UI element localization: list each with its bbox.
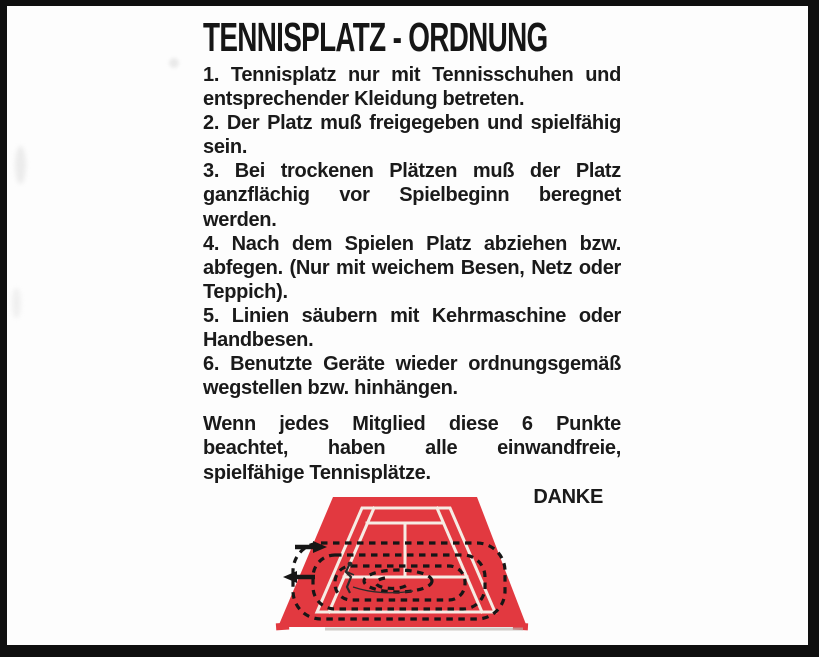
rule-line: entsprechender Kleidung betreten. — [203, 88, 525, 111]
rule-line: werden. — [203, 208, 277, 231]
closing-line: beachtet, haben alle einwandfreie, — [203, 437, 621, 460]
thanks-label: DANKE — [533, 485, 603, 508]
sign-title-text: TENNISPLATZ - ORDNUNG — [203, 14, 548, 60]
rules-text — [203, 63, 621, 509]
rule-line: Teppich). — [203, 280, 288, 303]
closing-line: Wenn jedes Mitglied diese 6 Punkte — [203, 413, 621, 436]
scan-smudge — [169, 58, 179, 68]
rule-line: 6. Benutzte Geräte wieder ordnungsgemäß — [203, 353, 621, 376]
arrow-out-head — [283, 571, 297, 583]
rule-line: 2. Der Platz muß freigegeben und spielfähig — [203, 112, 621, 135]
rule-line: wegstellen bzw. hinhängen. — [203, 377, 458, 400]
rule-line: abfegen. (Nur mit weichem Besen, Netz oder — [203, 256, 621, 279]
rule-line: Handbesen. — [203, 329, 314, 352]
rule-line: 4. Nach dem Spielen Platz abziehen bzw. — [203, 232, 621, 255]
closing-paragraph — [203, 412, 621, 484]
scan-smudge — [12, 288, 21, 318]
rule-line: sein. — [203, 136, 248, 159]
rule-line: 1. Tennisplatz nur mit Tennisschuhen und — [203, 64, 621, 86]
rule-line: 5. Linien säubern mit Kehrmaschine oder — [203, 304, 621, 327]
closing-line: spielfähige Tennisplätze. — [203, 461, 431, 484]
rule-line: ganzflächig vor Spielbeginn beregnet — [203, 184, 621, 207]
scan-smudge — [15, 146, 26, 184]
sign-sheet — [7, 6, 808, 645]
sign-title — [203, 15, 710, 59]
court-sweeping-diagram — [265, 495, 540, 645]
rule-line: 3. Bei trockenen Plätzen muß der Platz — [203, 160, 621, 183]
